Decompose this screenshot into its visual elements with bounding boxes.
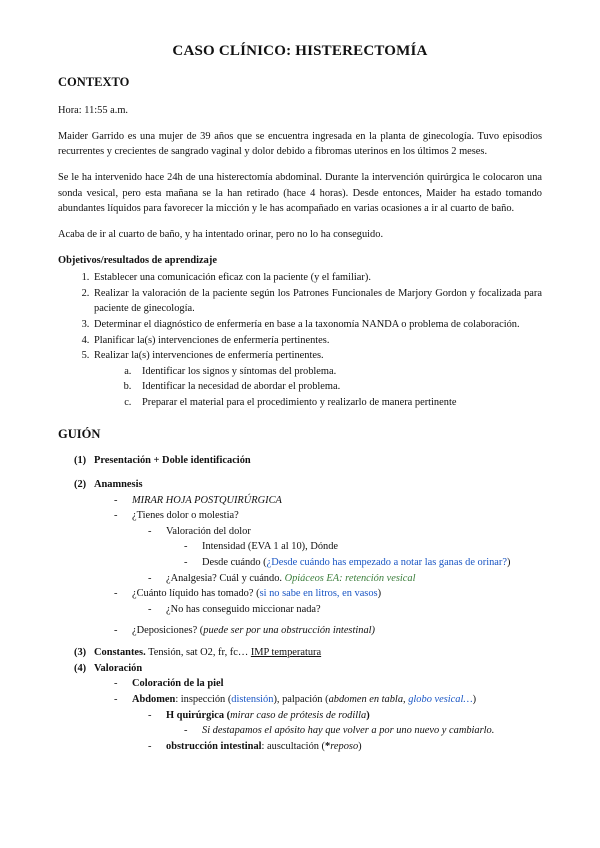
outline-text: Valoración del dolor bbox=[166, 525, 251, 537]
text-part: ¿Analgesia? Cuál y cuándo. bbox=[166, 572, 285, 584]
outline-item bbox=[58, 508, 542, 524]
section-number: (1) bbox=[74, 455, 87, 467]
objective-item: 4. Planificar la(s) intervenciones de enfermería pertinentes. bbox=[92, 333, 542, 349]
outline-text: ¿Tienes dolor o molestia? bbox=[132, 510, 239, 522]
section-title: Presentación + Doble identificación bbox=[94, 455, 251, 467]
section-title bbox=[94, 647, 321, 658]
outline-item bbox=[58, 602, 542, 618]
text-part: ) bbox=[506, 557, 511, 569]
text-part: Constantes. bbox=[94, 647, 146, 659]
outline-text: ¿No has conseguido miccionar nada? bbox=[166, 603, 321, 615]
outline-item bbox=[58, 676, 542, 692]
objective-sublist bbox=[94, 364, 542, 411]
objective-item bbox=[92, 348, 542, 410]
outline-item bbox=[58, 739, 542, 755]
text-part: ¿Cuánto líquido has tomado? ( bbox=[132, 588, 260, 600]
objective-item: 1. Establecer una comunicación eficaz con la paciente (y el familiar). bbox=[92, 270, 542, 286]
context-heading: CONTEXTO bbox=[58, 74, 130, 89]
dash-bullet: - bbox=[148, 572, 152, 584]
text-part: H quirúrgica ( bbox=[166, 709, 231, 721]
outline-text bbox=[132, 588, 381, 599]
text-part: Tensión, sat O2, fr, fc… bbox=[145, 647, 251, 659]
outline-text bbox=[132, 694, 476, 705]
objective-subitem: c. Preparar el material para el procedimiento y realizarlo de manera pertinente bbox=[134, 395, 542, 411]
guion-section-2 bbox=[58, 477, 542, 493]
dash-bullet: - bbox=[114, 494, 118, 506]
text-part: ) bbox=[366, 709, 370, 721]
outline-item bbox=[58, 623, 542, 639]
text-part: ) bbox=[358, 740, 362, 752]
outline-text bbox=[166, 741, 362, 752]
dash-bullet: - bbox=[114, 678, 118, 690]
outline-item bbox=[58, 539, 542, 555]
dash-bullet: - bbox=[114, 510, 118, 522]
section-title: Valoración bbox=[94, 662, 143, 674]
dash-bullet: - bbox=[114, 693, 118, 705]
context-time: Hora: 11:55 a.m. bbox=[58, 105, 129, 117]
guion-section-3 bbox=[58, 645, 542, 661]
text-part: : auscultación ( bbox=[261, 740, 326, 752]
dash-bullet: - bbox=[184, 725, 188, 737]
guion-heading: GUIÓN bbox=[58, 426, 101, 441]
text-part: ) bbox=[377, 588, 382, 600]
dash-bullet: - bbox=[148, 525, 152, 537]
context-paragraph-1: Maider Garrido es una mujer de 39 años que se encuentra ingresada en la planta de ginecología. Tuvo episodios recurrentes y crecientes de sangrado vaginal y dolor debido a fibromas uterinos en los últimos 2 meses. bbox=[58, 130, 542, 158]
highlight-text: globo vesical… bbox=[408, 693, 473, 705]
outline-text: MIRAR HOJA POSTQUIRÚRGICA bbox=[132, 494, 282, 506]
guion-section-4 bbox=[58, 661, 542, 677]
guion-outline bbox=[58, 453, 542, 754]
italic-text: abdomen en tabla, bbox=[328, 693, 409, 705]
dash-bullet: - bbox=[148, 709, 152, 721]
dash-bullet: - bbox=[184, 557, 188, 569]
text-part: ), palpación ( bbox=[273, 693, 329, 705]
dash-bullet: - bbox=[148, 740, 152, 752]
text-part: ) bbox=[472, 693, 477, 705]
objectives-heading: Objetivos/resultados de aprendizaje bbox=[58, 254, 217, 266]
dash-bullet: - bbox=[114, 588, 118, 600]
underlined-text: IMP temperatura bbox=[250, 647, 322, 659]
italic-text: puede ser por una obstrucción intestinal) bbox=[203, 625, 375, 637]
text-part: ¿Deposiciones? ( bbox=[132, 625, 204, 637]
outline-item bbox=[58, 692, 542, 708]
text-part: Abdomen bbox=[132, 693, 176, 705]
context-paragraph-2: Se le ha intervenido hace 24h de una histerectomía abdominal. Durante la intervención quirúrgica le colocaron una sonda vesical, pero esta mañana se la han retirado (hace 4 horas). Desde entonces, Maider ha estado tomando abundantes líquidos para favorecer la micción y le has acompañado en varias ocasiones a ir al cuarto de baño. bbox=[58, 172, 542, 215]
outline-text bbox=[166, 710, 370, 721]
outline-text bbox=[166, 573, 416, 584]
objective-item: 3. Determinar el diagnóstico de enfermería en base a la taxonomía NANDA o problema de colaboración. bbox=[92, 317, 542, 333]
highlight-text: ¿Desde cuándo has empezado a notar las ganas de orinar? bbox=[266, 557, 507, 569]
guion-section-1 bbox=[58, 453, 542, 469]
outline-text bbox=[132, 625, 375, 636]
section-number: (2) bbox=[74, 478, 87, 490]
objective-subitem: a. Identificar los signos y síntomas del problema. bbox=[134, 364, 542, 380]
context-paragraph-3: Acaba de ir al cuarto de baño, y ha intentado orinar, pero no lo ha conseguido. bbox=[58, 228, 384, 240]
objective-subitem: b. Identificar la necesidad de abordar el problema. bbox=[134, 379, 542, 395]
outline-text: Intensidad (EVA 1 al 10), Dónde bbox=[202, 541, 339, 553]
dash-bullet: - bbox=[148, 603, 152, 615]
outline-text bbox=[202, 557, 510, 568]
outline-item bbox=[58, 586, 542, 602]
outline-item bbox=[58, 524, 542, 540]
outline-item bbox=[58, 708, 542, 724]
outline-item bbox=[58, 493, 542, 509]
objective-item: 2. Realizar la valoración de la paciente según los Patrones Funcionales de Marjory Gordon y focalizada para paciente de ginecología. bbox=[92, 286, 542, 317]
objectives-list bbox=[58, 270, 542, 410]
outline-item bbox=[58, 723, 542, 739]
dash-bullet: - bbox=[184, 541, 188, 553]
objective-item-text: Realizar la(s) intervenciones de enfermería pertinentes. bbox=[94, 350, 324, 362]
document-title: CASO CLÍNICO: HISTERECTOMÍA bbox=[172, 43, 428, 59]
text-part: : inspección ( bbox=[175, 693, 232, 705]
text-part: * bbox=[325, 740, 331, 752]
section-number: (3) bbox=[74, 647, 87, 659]
highlight-text: si no sabe en litros, en vasos bbox=[259, 588, 378, 600]
section-title: Anamnesis bbox=[94, 478, 143, 490]
outline-item bbox=[58, 555, 542, 571]
outline-text: Coloración de la piel bbox=[132, 678, 224, 690]
text-part: Desde cuándo ( bbox=[202, 557, 267, 569]
highlight-text: Opiáceos EA: retención vesical bbox=[284, 572, 416, 584]
dash-bullet: - bbox=[114, 625, 118, 637]
outline-item bbox=[58, 571, 542, 587]
section-number: (4) bbox=[74, 662, 87, 674]
text-part: obstrucción intestinal bbox=[166, 740, 262, 752]
highlight-text: distensión bbox=[231, 693, 274, 705]
outline-text: Si destapamos el apósito hay que volver a por uno nuevo y cambiarlo. bbox=[202, 725, 495, 737]
italic-text: reposo bbox=[330, 740, 359, 752]
italic-text: mirar caso de prótesis de rodilla bbox=[230, 709, 367, 721]
document-page bbox=[58, 40, 542, 754]
